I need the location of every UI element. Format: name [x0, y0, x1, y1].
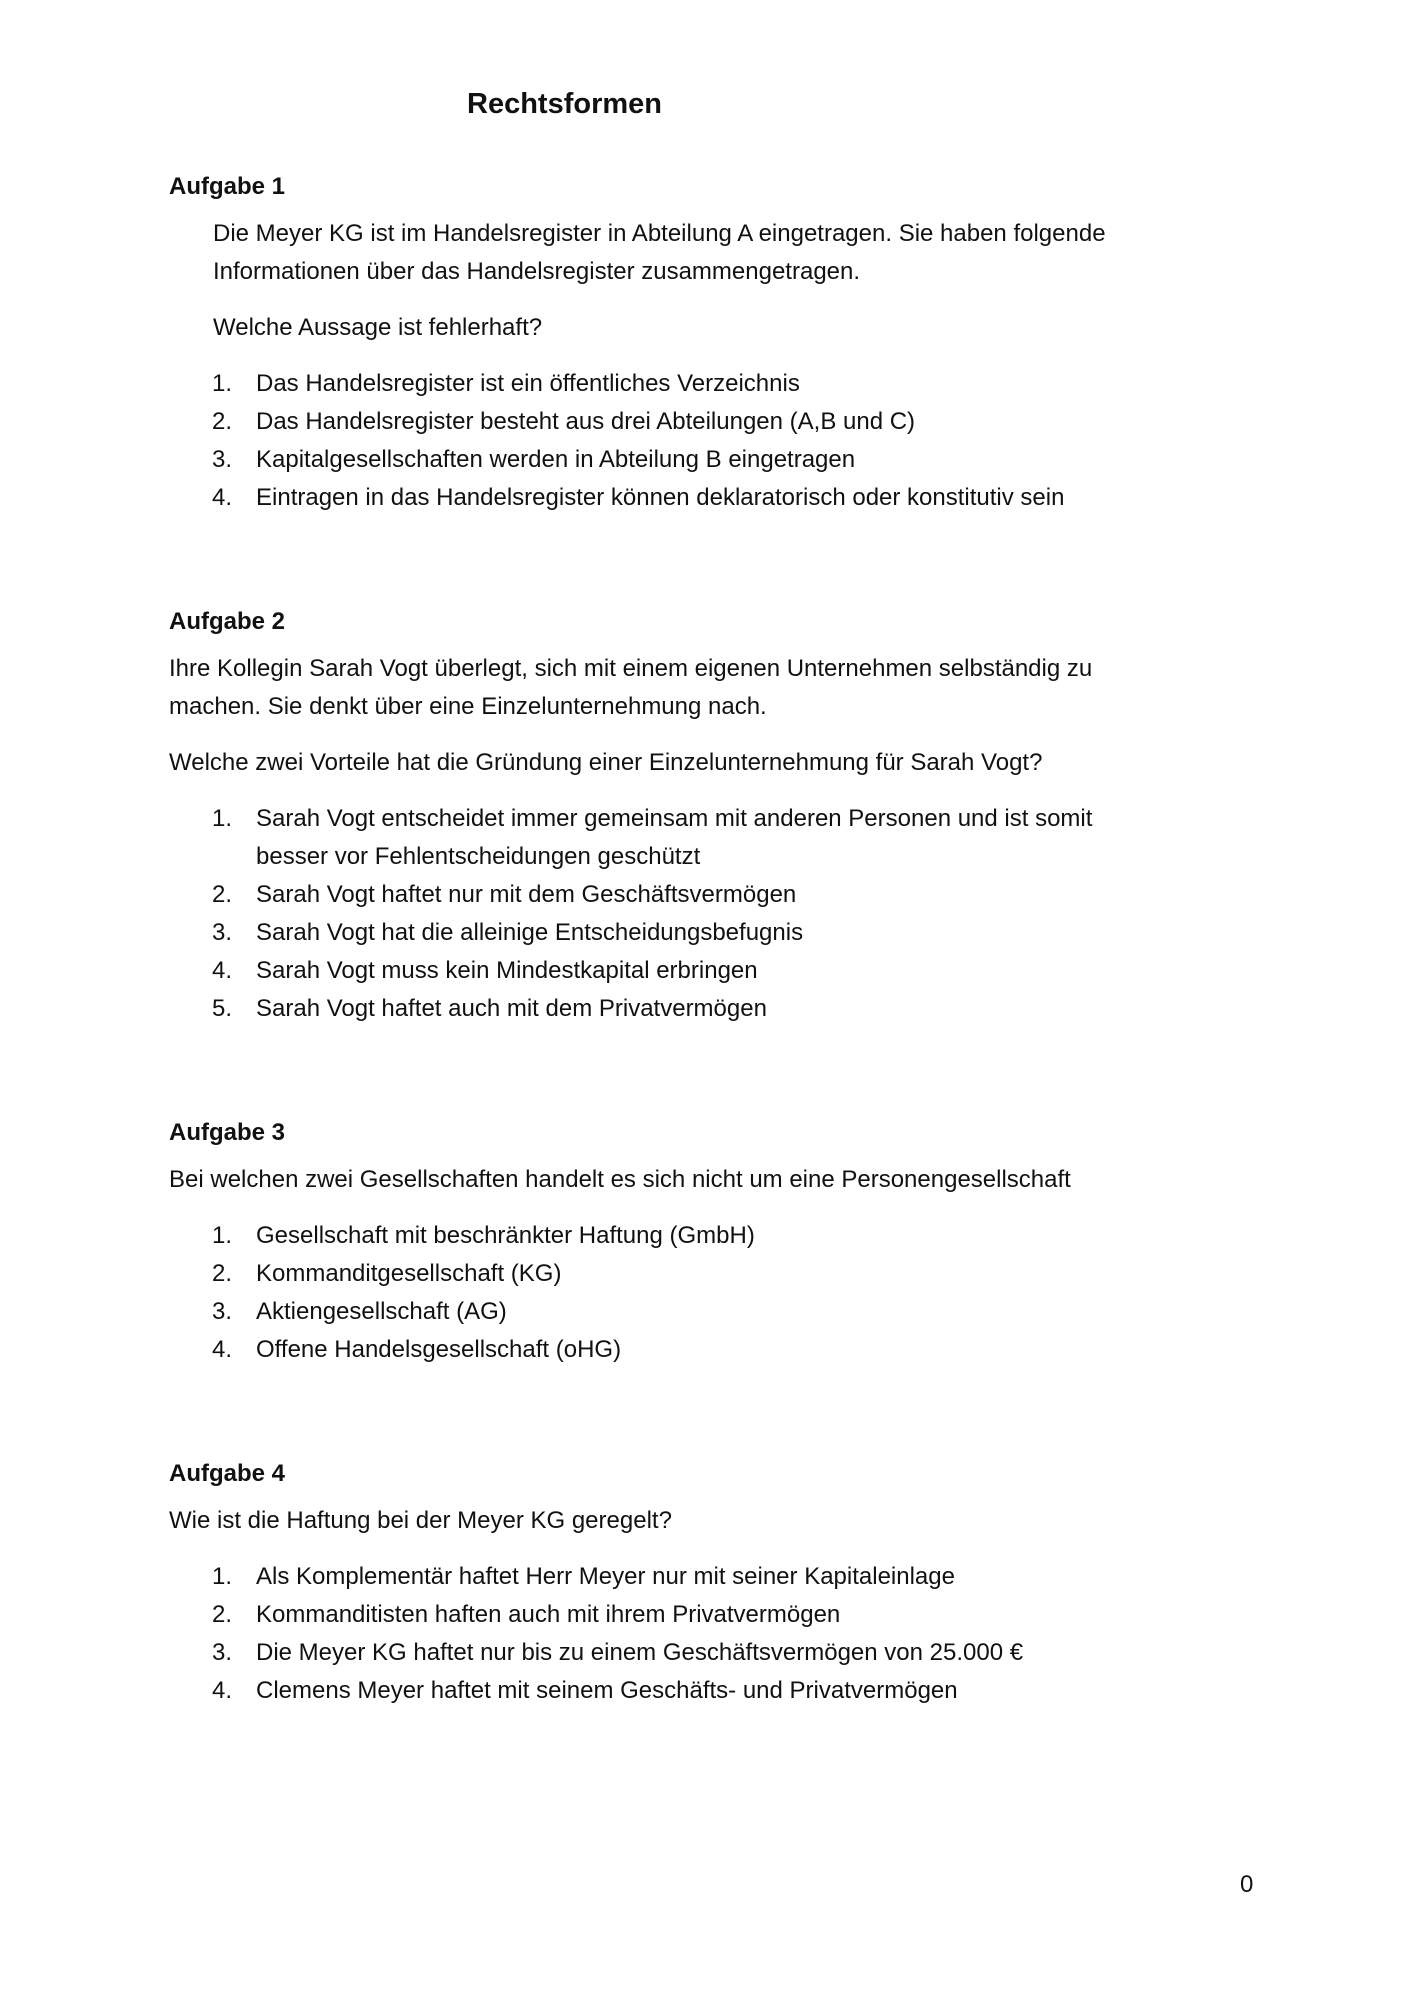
option-text: Gesellschaft mit beschränkter Haftung (GmbH) [256, 1222, 755, 1249]
answer-options [169, 365, 1249, 517]
task-3 [169, 1117, 1249, 1369]
task-question: Welche zwei Vorteile hat die Gründung einer Einzelunternehmung für Sarah Vogt? [169, 749, 1043, 776]
option-text: Sarah Vogt entscheidet immer gemeinsam mit anderen Personen und ist somit [256, 805, 1093, 832]
option-text: Sarah Vogt muss kein Mindestkapital erbringen [256, 957, 758, 984]
option-text: Das Handelsregister besteht aus drei Abteilungen (A,B und C) [256, 408, 916, 435]
option-text-continued: besser vor Fehlentscheidungen geschützt [256, 843, 701, 870]
answer-option [169, 1558, 1249, 1596]
answer-option [169, 952, 1249, 990]
task-1 [169, 171, 1249, 517]
answer-options [169, 800, 1249, 1028]
option-text: Sarah Vogt haftet nur mit dem Geschäftsvermögen [256, 881, 797, 908]
task-heading: Aufgabe 4 [169, 1460, 286, 1487]
answer-option [169, 365, 1249, 403]
option-text: Kommanditgesellschaft (KG) [256, 1260, 562, 1287]
option-text: Kommanditisten haften auch mit ihrem Privatvermögen [256, 1601, 841, 1628]
option-number: 1. [212, 370, 233, 397]
answer-option [169, 1634, 1249, 1672]
option-number: 2. [212, 1260, 233, 1287]
answer-option [169, 1596, 1249, 1634]
option-text: Eintragen in das Handelsregister können deklaratorisch oder konstitutiv sein [256, 484, 1065, 511]
answer-option [169, 990, 1249, 1028]
option-text: Kapitalgesellschaften werden in Abteilung B eingetragen [256, 446, 856, 473]
option-text: Das Handelsregister ist ein öffentliches Verzeichnis [256, 370, 800, 397]
option-number: 1. [212, 1222, 233, 1249]
answer-option [169, 1217, 1249, 1255]
answer-option [169, 1672, 1249, 1710]
task-heading: Aufgabe 2 [169, 608, 286, 635]
task-question: Bei welchen zwei Gesellschaften handelt es sich nicht um eine Personengesellschaft [169, 1166, 1071, 1193]
task-2 [169, 606, 1249, 1028]
answer-option [169, 403, 1249, 441]
option-number: 4. [212, 957, 233, 984]
option-text: Sarah Vogt hat die alleinige Entscheidungsbefugnis [256, 919, 804, 946]
option-number: 2. [212, 881, 233, 908]
option-number: 5. [212, 995, 233, 1022]
answer-options [169, 1217, 1249, 1369]
answer-option [169, 1255, 1249, 1293]
task-intro-line: Ihre Kollegin Sarah Vogt überlegt, sich mit einem eigenen Unternehmen selbständig zu [169, 655, 1093, 682]
task-question: Welche Aussage ist fehlerhaft? [213, 314, 543, 341]
option-number: 1. [212, 805, 233, 832]
answer-option [169, 876, 1249, 914]
task-question: Wie ist die Haftung bei der Meyer KG geregelt? [169, 1507, 672, 1534]
option-number: 4. [212, 484, 233, 511]
option-number: 3. [212, 446, 233, 473]
option-number: 1. [212, 1563, 233, 1590]
option-text: Als Komplementär haftet Herr Meyer nur mit seiner Kapitaleinlage [256, 1563, 955, 1590]
answer-option [169, 1331, 1249, 1369]
task-4 [169, 1458, 1249, 1710]
option-number: 3. [212, 919, 233, 946]
answer-option [169, 800, 1249, 876]
option-text: Sarah Vogt haftet auch mit dem Privatvermögen [256, 995, 767, 1022]
answer-option [169, 441, 1249, 479]
task-intro-line: Informationen über das Handelsregister zusammengetragen. [213, 258, 861, 285]
task-intro-line: machen. Sie denkt über eine Einzelunternehmung nach. [169, 693, 767, 720]
option-number: 3. [212, 1639, 233, 1666]
task-intro-line: Die Meyer KG ist im Handelsregister in Abteilung A eingetragen. Sie haben folgende [213, 220, 1106, 247]
option-number: 2. [212, 1601, 233, 1628]
option-text: Offene Handelsgesellschaft (oHG) [256, 1336, 622, 1363]
page-number: 0 [1240, 1871, 1254, 1898]
option-number: 2. [212, 408, 233, 435]
option-number: 4. [212, 1677, 233, 1704]
option-text: Die Meyer KG haftet nur bis zu einem Geschäftsvermögen von 25.000 € [256, 1639, 1024, 1666]
option-number: 4. [212, 1336, 233, 1363]
task-heading: Aufgabe 1 [169, 173, 286, 200]
option-text: Aktiengesellschaft (AG) [256, 1298, 507, 1325]
answer-option [169, 914, 1249, 952]
answer-option [169, 1293, 1249, 1331]
page-title: Rechtsformen [467, 88, 662, 120]
option-text: Clemens Meyer haftet mit seinem Geschäfts- und Privatvermögen [256, 1677, 958, 1704]
answer-option [169, 479, 1249, 517]
answer-options [169, 1558, 1249, 1710]
task-heading: Aufgabe 3 [169, 1119, 286, 1146]
option-number: 3. [212, 1298, 233, 1325]
